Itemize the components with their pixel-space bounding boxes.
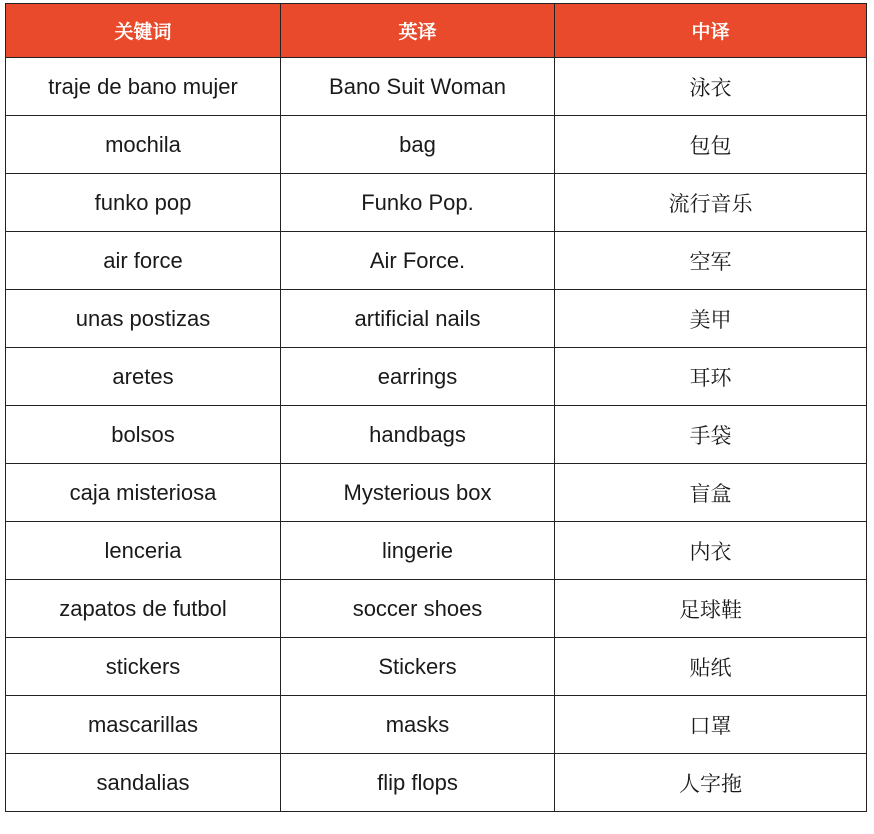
- cell-chinese: 手袋: [555, 406, 867, 464]
- cell-chinese: 足球鞋: [555, 580, 867, 638]
- table-row: [6, 290, 867, 348]
- cell-keyword: traje de bano mujer: [6, 58, 281, 116]
- cell-keyword: stickers: [6, 638, 281, 696]
- table-row: [6, 348, 867, 406]
- header-english: 英译: [281, 4, 555, 58]
- table-row: [6, 58, 867, 116]
- table-row: [6, 174, 867, 232]
- cell-chinese: 包包: [555, 116, 867, 174]
- cell-english: Air Force.: [281, 232, 555, 290]
- cell-keyword: zapatos de futbol: [6, 580, 281, 638]
- table-row: [6, 522, 867, 580]
- header-chinese: 中译: [555, 4, 867, 58]
- cell-keyword: mascarillas: [6, 696, 281, 754]
- table-row: [6, 232, 867, 290]
- cell-chinese: 内衣: [555, 522, 867, 580]
- cell-chinese: 盲盒: [555, 464, 867, 522]
- cell-keyword: bolsos: [6, 406, 281, 464]
- cell-english: handbags: [281, 406, 555, 464]
- cell-keyword: unas postizas: [6, 290, 281, 348]
- cell-keyword: aretes: [6, 348, 281, 406]
- cell-keyword: air force: [6, 232, 281, 290]
- table-row: [6, 580, 867, 638]
- cell-chinese: 泳衣: [555, 58, 867, 116]
- cell-english: artificial nails: [281, 290, 555, 348]
- cell-english: Mysterious box: [281, 464, 555, 522]
- table-row: [6, 638, 867, 696]
- table-row: [6, 116, 867, 174]
- cell-english: flip flops: [281, 754, 555, 812]
- keyword-translation-table-wrapper: [5, 3, 866, 812]
- cell-chinese: 耳环: [555, 348, 867, 406]
- cell-english: Funko Pop.: [281, 174, 555, 232]
- cell-chinese: 口罩: [555, 696, 867, 754]
- cell-english: earrings: [281, 348, 555, 406]
- cell-keyword: lenceria: [6, 522, 281, 580]
- header-row: [6, 4, 867, 58]
- table-row: [6, 696, 867, 754]
- cell-english: masks: [281, 696, 555, 754]
- cell-keyword: mochila: [6, 116, 281, 174]
- cell-keyword: funko pop: [6, 174, 281, 232]
- cell-english: bag: [281, 116, 555, 174]
- cell-chinese: 空军: [555, 232, 867, 290]
- table-header: [6, 4, 867, 58]
- table-body: [6, 58, 867, 812]
- cell-chinese: 人字拖: [555, 754, 867, 812]
- table-row: [6, 406, 867, 464]
- header-keyword: 关键词: [6, 4, 281, 58]
- cell-english: soccer shoes: [281, 580, 555, 638]
- cell-chinese: 贴纸: [555, 638, 867, 696]
- cell-chinese: 流行音乐: [555, 174, 867, 232]
- table-row: [6, 464, 867, 522]
- cell-keyword: sandalias: [6, 754, 281, 812]
- table-row: [6, 754, 867, 812]
- cell-chinese: 美甲: [555, 290, 867, 348]
- cell-english: Bano Suit Woman: [281, 58, 555, 116]
- cell-english: lingerie: [281, 522, 555, 580]
- keyword-translation-table: [5, 3, 867, 812]
- cell-keyword: caja misteriosa: [6, 464, 281, 522]
- cell-english: Stickers: [281, 638, 555, 696]
